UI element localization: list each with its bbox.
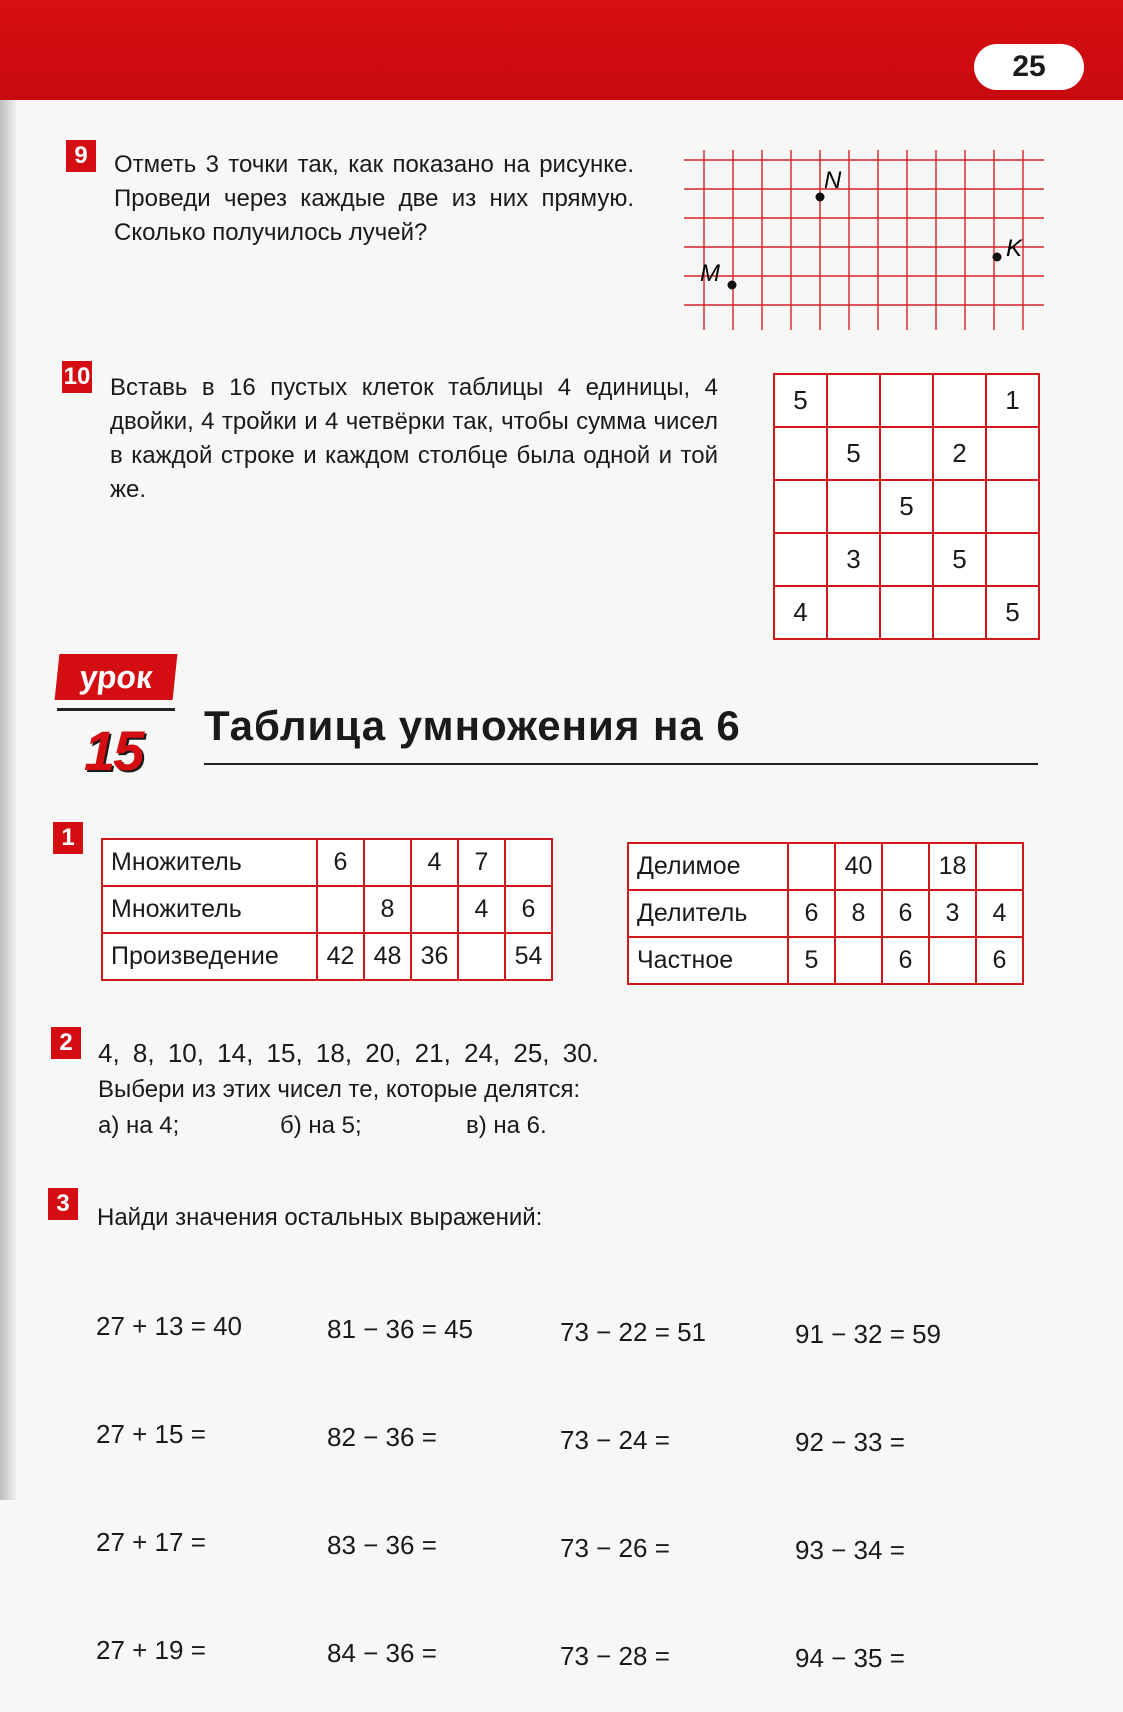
table-cell[interactable] xyxy=(929,937,976,984)
expression: 27 + 15 = xyxy=(96,1419,206,1449)
magic-cell[interactable]: 2 xyxy=(933,427,986,480)
table-cell[interactable] xyxy=(505,839,552,886)
point-m xyxy=(728,281,737,290)
expression: 27 + 17 = xyxy=(96,1527,206,1557)
table-cell[interactable]: 36 xyxy=(411,933,458,980)
row-label: Множитель xyxy=(102,839,317,886)
table-cell[interactable]: 54 xyxy=(505,933,552,980)
magic-row-5 xyxy=(774,586,1039,639)
magic-cell[interactable] xyxy=(827,374,880,427)
magic-cell[interactable] xyxy=(827,586,880,639)
expression: 82 − 36 = xyxy=(327,1422,437,1452)
div-row-divisor xyxy=(628,890,1023,937)
table-cell[interactable]: 4 xyxy=(411,839,458,886)
magic-cell[interactable]: 1 xyxy=(986,374,1039,427)
task-3-number: 3 xyxy=(48,1188,78,1220)
expr-column-2 xyxy=(327,1239,473,1707)
table-cell[interactable]: 18 xyxy=(929,843,976,890)
mult-row-product xyxy=(102,933,552,980)
magic-cell[interactable] xyxy=(880,427,933,480)
table-cell[interactable]: 48 xyxy=(364,933,411,980)
magic-cell[interactable] xyxy=(986,533,1039,586)
lesson-divider xyxy=(57,708,175,711)
expression: 91 − 32 = 59 xyxy=(795,1319,942,1349)
table-cell[interactable]: 6 xyxy=(317,839,364,886)
row-label: Произведение xyxy=(102,933,317,980)
task-2-option-c: в) на 6. xyxy=(466,1112,547,1139)
top-header-band xyxy=(0,0,1123,100)
division-table xyxy=(627,842,1024,985)
expression: 27 + 19 = xyxy=(96,1635,206,1665)
table-cell[interactable] xyxy=(976,843,1023,890)
table-cell[interactable]: 3 xyxy=(929,890,976,937)
magic-cell[interactable] xyxy=(933,374,986,427)
task-9-number: 9 xyxy=(66,140,96,172)
magic-cell[interactable] xyxy=(933,480,986,533)
expression: 94 − 35 = xyxy=(795,1643,905,1673)
table-cell[interactable] xyxy=(458,933,505,980)
div-row-dividend xyxy=(628,843,1023,890)
table-cell[interactable] xyxy=(411,886,458,933)
magic-square-table xyxy=(773,373,1040,640)
magic-cell[interactable]: 5 xyxy=(827,427,880,480)
magic-cell[interactable] xyxy=(933,586,986,639)
table-cell[interactable]: 4 xyxy=(458,886,505,933)
page-number: 25 xyxy=(974,44,1084,90)
magic-cell[interactable]: 3 xyxy=(827,533,880,586)
lesson-number: 15 xyxy=(84,719,143,782)
expression: 92 − 33 = xyxy=(795,1427,905,1457)
expr-column-1 xyxy=(96,1236,242,1704)
magic-cell[interactable]: 5 xyxy=(774,374,827,427)
task-2-numbers: 4, 8, 10, 14, 15, 18, 20, 21, 24, 25, 30. xyxy=(98,1038,599,1068)
row-label: Частное xyxy=(628,937,788,984)
table-cell[interactable]: 6 xyxy=(976,937,1023,984)
task-2-option-b: б) на 5; xyxy=(280,1112,362,1139)
expression: 73 − 24 = xyxy=(560,1425,670,1455)
lesson-label: урок xyxy=(55,654,178,700)
magic-cell[interactable] xyxy=(986,480,1039,533)
task-10-text: Вставь в 16 пустых клеток таблицы 4 единицы, 4 двойки, 4 тройки и 4 четвёрки так, чтобы сумма чисел в каждой строке и каждом столбце была одной и той же. xyxy=(110,374,718,503)
table-cell[interactable]: 42 xyxy=(317,933,364,980)
row-label: Множитель xyxy=(102,886,317,933)
point-k xyxy=(993,253,1002,262)
expression: 73 − 22 = 51 xyxy=(560,1317,707,1347)
magic-row-1 xyxy=(774,374,1039,427)
table-cell[interactable]: 6 xyxy=(505,886,552,933)
expr-column-4 xyxy=(795,1244,941,1712)
task-3-prompt: Найди значения остальных выражений: xyxy=(97,1204,543,1231)
task-10-number: 10 xyxy=(62,361,92,393)
row-label: Делитель xyxy=(628,890,788,937)
task-2-prompt: Выбери из этих чисел те, которые делятся: xyxy=(98,1076,581,1103)
table-cell[interactable] xyxy=(317,886,364,933)
expression: 27 + 13 = 40 xyxy=(96,1311,243,1341)
table-cell[interactable]: 6 xyxy=(788,890,835,937)
expr-column-3 xyxy=(560,1242,706,1710)
magic-row-4 xyxy=(774,533,1039,586)
table-cell[interactable]: 8 xyxy=(835,890,882,937)
table-cell[interactable]: 6 xyxy=(882,890,929,937)
task-2-number: 2 xyxy=(51,1027,81,1059)
table-cell[interactable] xyxy=(882,843,929,890)
book-spine-shadow xyxy=(0,0,16,1500)
mult-row-factor-2 xyxy=(102,886,552,933)
table-cell[interactable]: 40 xyxy=(835,843,882,890)
expression: 81 − 36 = 45 xyxy=(327,1314,474,1344)
grid-lines xyxy=(684,150,1044,330)
magic-cell[interactable] xyxy=(774,480,827,533)
magic-cell[interactable] xyxy=(774,533,827,586)
task-2-option-a: а) на 4; xyxy=(98,1112,180,1139)
table-cell[interactable]: 5 xyxy=(788,937,835,984)
magic-cell[interactable] xyxy=(774,427,827,480)
magic-cell[interactable] xyxy=(880,374,933,427)
table-cell[interactable] xyxy=(835,937,882,984)
magic-cell[interactable] xyxy=(880,533,933,586)
magic-cell[interactable]: 4 xyxy=(774,586,827,639)
table-cell[interactable]: 4 xyxy=(976,890,1023,937)
title-underline xyxy=(204,763,1038,765)
table-cell[interactable]: 7 xyxy=(458,839,505,886)
row-label: Делимое xyxy=(628,843,788,890)
table-cell[interactable]: 8 xyxy=(364,886,411,933)
point-k-label: K xyxy=(1006,235,1023,262)
point-n-label: N xyxy=(824,167,842,194)
expression: 83 − 36 = xyxy=(327,1530,437,1560)
magic-cell[interactable] xyxy=(827,480,880,533)
lesson-title: Таблица умножения на 6 xyxy=(204,702,741,749)
magic-row-2 xyxy=(774,427,1039,480)
multiplication-table xyxy=(101,838,553,981)
expression: 73 − 28 = xyxy=(560,1641,670,1671)
magic-cell[interactable] xyxy=(880,586,933,639)
task-9-grid xyxy=(684,150,1044,330)
table-cell[interactable] xyxy=(364,839,411,886)
magic-cell[interactable]: 5 xyxy=(986,586,1039,639)
magic-row-3 xyxy=(774,480,1039,533)
expression: 73 − 26 = xyxy=(560,1533,670,1563)
task-9-text: Отметь 3 точки так, как показано на рисунке. Проведи через каждые две из них прямую. Сколько получилось лучей? xyxy=(114,151,634,246)
expression: 84 − 36 = xyxy=(327,1638,437,1668)
magic-cell[interactable] xyxy=(986,427,1039,480)
magic-cell[interactable]: 5 xyxy=(933,533,986,586)
expression: 93 − 34 = xyxy=(795,1535,905,1565)
magic-cell[interactable]: 5 xyxy=(880,480,933,533)
table-cell[interactable]: 6 xyxy=(882,937,929,984)
point-m-label: M xyxy=(700,260,720,287)
table-cell[interactable] xyxy=(788,843,835,890)
div-row-quotient xyxy=(628,937,1023,984)
task-1-number: 1 xyxy=(53,822,83,854)
mult-row-factor-1 xyxy=(102,839,552,886)
